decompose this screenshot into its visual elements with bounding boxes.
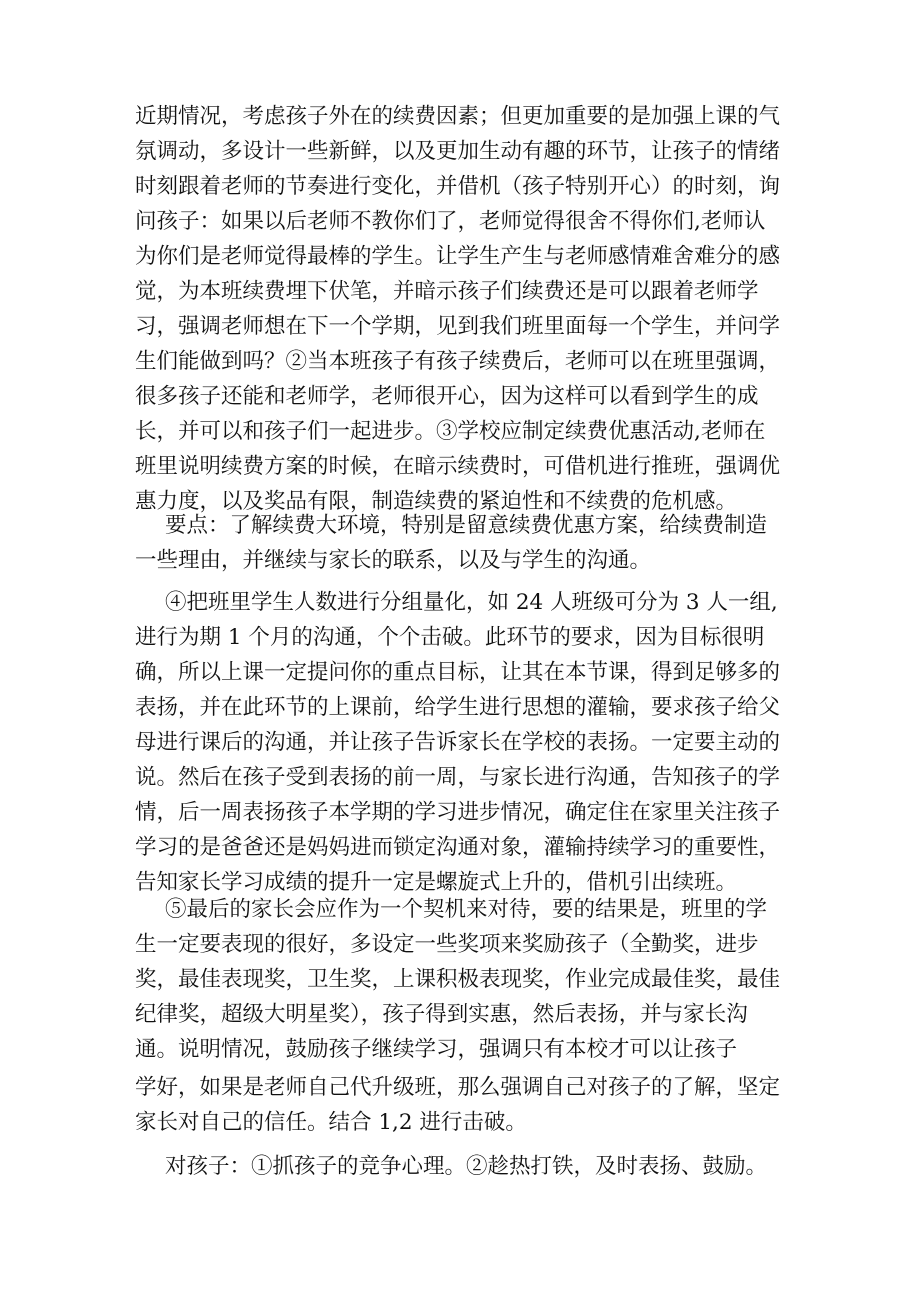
paragraph-4 (135, 892, 795, 1067)
paragraph-6 (135, 1149, 795, 1184)
text-line: ④把班里学生人数进行分组量化，如 24 人班级可分为 3 人一组, (165, 590, 778, 615)
text-line: 惠力度，以及奖品有限，制造续费的紧迫性和不续费的危机感。 (135, 489, 738, 514)
text-line: 纪律奖，超级大明星奖），孩子得到实惠，然后表扬，并与家长沟 (135, 1002, 748, 1027)
text-line: 母进行课后的沟通，并让孩子告诉家长在学校的表扬。一定要主动的 (135, 730, 781, 755)
text-line: 生一定要表现的很好，多设定一些奖项来奖励孩子（全勤奖，进步 (135, 932, 759, 957)
text-line: 学好，如果是老师自己代升级班，那么强调自己对孩子的了解，坚定 (135, 1075, 781, 1100)
paragraph-2 (135, 508, 795, 578)
text-line: 很多孩子还能和老师学，老师很开心，因为这样可以看到学生的成 (135, 384, 759, 409)
text-line: 通。说明情况，鼓励孩子继续学习，强调只有本校才可以让孩子 (135, 1037, 738, 1062)
text-line: 氛调动，多设计一些新鲜，以及更加生动有趣的环节，让孩子的情绪 (135, 139, 781, 164)
text-line: ⑤最后的家长会应作为一个契机来对待，要的结果是，班里的学 (165, 897, 768, 922)
paragraph-1 (135, 99, 795, 519)
text-line: 表扬，并在此环节的上课前，给学生进行思想的灌输，要求孩子给父 (135, 695, 781, 720)
text-line: 进行为期 1 个月的沟通，个个击破。此环节的要求，因为目标很明 (135, 625, 765, 650)
text-line: 近期情况，考虑孩子外在的续费因素；但更加重要的是加强上课的气 (135, 104, 781, 129)
text-line: 要点：了解续费大环境，特别是留意续费优惠方案，给续费制造 (165, 513, 768, 538)
text-line: 为你们是老师觉得最棒的学生。让学生产生与老师感情难舍难分的感 (135, 244, 781, 269)
text-line: 情，后一周表扬孩子本学期的学习进步情况，确定住在家里关注孩子 (135, 800, 781, 825)
text-line: 时刻跟着老师的节奏进行变化，并借机（孩子特别开心）的时刻，询 (135, 174, 781, 199)
text-line: 说。然后在孩子受到表扬的前一周，与家长进行沟通，告知孩子的学 (135, 765, 781, 790)
paragraph-5 (135, 1070, 795, 1140)
text-line: 学习的是爸爸还是妈妈进而锁定沟通对象，灌输持续学习的重要性， (135, 835, 781, 860)
text-line: 觉，为本班续费埋下伏笔，并暗示孩子们续费还是可以跟着老师学 (135, 279, 759, 304)
text-line: 对孩子：①抓孩子的竞争心理。②趁热打铁，及时表扬、鼓励。 (165, 1154, 768, 1179)
text-line: 告知家长学习成绩的提升一定是螺旋式上升的，借机引出续班。 (135, 870, 738, 895)
text-line: 生们能做到吗？②当本班孩子有孩子续费后，老师可以在班里强调， (135, 349, 781, 374)
paragraph-3 (135, 585, 795, 900)
text-line: 家长对自己的信任。结合 1,2 进行击破。 (135, 1110, 527, 1135)
text-line: 问孩子：如果以后老师不教你们了，老师觉得很舍不得你们,老师认 (135, 209, 766, 234)
text-line: 确，所以上课一定提问你的重点目标，让其在本节课，得到足够多的 (135, 660, 781, 685)
text-line: 长，并可以和孩子们一起进步。③学校应制定续费优惠活动,老师在 (135, 419, 766, 444)
text-line: 班里说明续费方案的时候，在暗示续费时，可借机进行推班，强调优 (135, 454, 781, 479)
text-line: 习，强调老师想在下一个学期，见到我们班里面每一个学生，并问学 (135, 314, 781, 339)
text-line: 一些理由，并继续与家长的联系，以及与学生的沟通。 (135, 548, 652, 573)
text-line: 奖，最佳表现奖，卫生奖，上课积极表现奖，作业完成最佳奖，最佳 (135, 967, 781, 992)
